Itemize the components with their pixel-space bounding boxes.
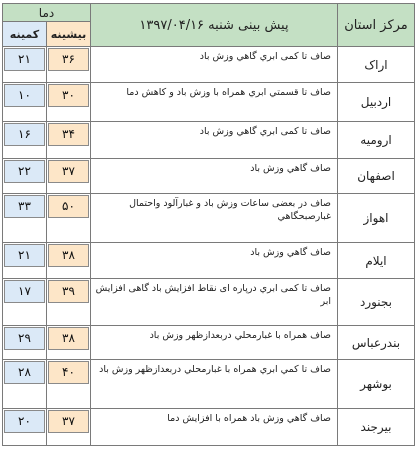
max-temp-value: ۳۶ <box>48 48 89 71</box>
forecast-description: صاف گاهي وزش باد همراه با افزایش دما <box>91 409 338 446</box>
min-temp-cell <box>3 122 47 159</box>
max-temp-value: ۳۹ <box>48 280 89 303</box>
min-temp-value: ۲۹ <box>4 327 45 350</box>
min-temp-value: ۲۲ <box>4 160 45 183</box>
city-name: بوشهر <box>338 360 415 409</box>
max-temp-cell <box>47 279 91 326</box>
city-name: اردبیل <box>338 83 415 122</box>
table-row <box>3 326 415 360</box>
table-row <box>3 83 415 122</box>
city-name: اهواز <box>338 194 415 243</box>
max-temp-header: بیشینه <box>47 22 91 47</box>
header-row-top <box>3 4 415 22</box>
min-temp-cell <box>3 243 47 279</box>
city-name: بندرعباس <box>338 326 415 360</box>
min-temp-value: ۱۰ <box>4 84 45 107</box>
max-temp-value: ۳۸ <box>48 244 89 267</box>
min-temp-header: کمینه <box>3 22 47 47</box>
max-temp-cell <box>47 83 91 122</box>
forecast-description: صاف تا قسمتي ابري همراه با وزش باد و کاهش دما <box>91 83 338 122</box>
max-temp-cell <box>47 326 91 360</box>
min-temp-value: ۱۶ <box>4 123 45 146</box>
max-temp-value: ۳۷ <box>48 160 89 183</box>
forecast-description: صاف تا کمی ابري گاهي وزش باد <box>91 47 338 83</box>
max-temp-cell <box>47 409 91 446</box>
table-row <box>3 194 415 243</box>
max-temp-value: ۳۸ <box>48 327 89 350</box>
table-row <box>3 47 415 83</box>
max-temp-cell <box>47 159 91 194</box>
min-temp-cell <box>3 409 47 446</box>
table-row <box>3 159 415 194</box>
max-temp-value: ۴۰ <box>48 361 89 384</box>
min-temp-cell <box>3 83 47 122</box>
min-temp-cell <box>3 279 47 326</box>
min-temp-cell <box>3 194 47 243</box>
min-temp-value: ۲۰ <box>4 410 45 433</box>
table-row <box>3 122 415 159</box>
weather-forecast-table <box>2 3 415 446</box>
forecast-description: صاف گاهي وزش باد <box>91 243 338 279</box>
max-temp-cell <box>47 194 91 243</box>
city-name: ایلام <box>338 243 415 279</box>
city-name: اراک <box>338 47 415 83</box>
max-temp-value: ۳۴ <box>48 123 89 146</box>
forecast-description: صاف تا کمی ابري گاهي وزش باد <box>91 122 338 159</box>
forecast-description: صاف تا کمی ابري درپاره ای نقاط افزایش باد گاهی افزایش ابر <box>91 279 338 326</box>
min-temp-cell <box>3 159 47 194</box>
forecast-description: صاف در بعضی ساعات وزش باد و غبارآلود واحتمال غبارصبحگاهي <box>91 194 338 243</box>
forecast-description: صاف گاهي وزش باد <box>91 159 338 194</box>
min-temp-cell <box>3 47 47 83</box>
min-temp-value: ۱۷ <box>4 280 45 303</box>
forecast-description: صاف همراه با غبارمحلي دربعدازظهر وزش باد <box>91 326 338 360</box>
table-row <box>3 409 415 446</box>
forecast-description: صاف تا کمي ابري همراه با غبارمحلي دربعدازظهر وزش باد <box>91 360 338 409</box>
min-temp-cell <box>3 360 47 409</box>
province-header: مرکز استان <box>338 4 415 47</box>
max-temp-value: ۳۷ <box>48 410 89 433</box>
max-temp-value: ۳۰ <box>48 84 89 107</box>
temperature-header: دما <box>3 4 91 22</box>
table-row <box>3 279 415 326</box>
city-name: ارومیه <box>338 122 415 159</box>
city-name: بجنورد <box>338 279 415 326</box>
max-temp-value: ۵۰ <box>48 195 89 218</box>
city-name: بیرجند <box>338 409 415 446</box>
table-row <box>3 243 415 279</box>
min-temp-value: ۲۱ <box>4 48 45 71</box>
table-row <box>3 360 415 409</box>
min-temp-value: ۲۱ <box>4 244 45 267</box>
min-temp-cell <box>3 326 47 360</box>
forecast-header: پیش بینی شنبه ۱۳۹۷/۰۴/۱۶ <box>91 4 338 47</box>
min-temp-value: ۲۸ <box>4 361 45 384</box>
max-temp-cell <box>47 360 91 409</box>
max-temp-cell <box>47 47 91 83</box>
city-name: اصفهان <box>338 159 415 194</box>
min-temp-value: ۳۳ <box>4 195 45 218</box>
max-temp-cell <box>47 122 91 159</box>
max-temp-cell <box>47 243 91 279</box>
forecast-rows <box>3 47 415 446</box>
